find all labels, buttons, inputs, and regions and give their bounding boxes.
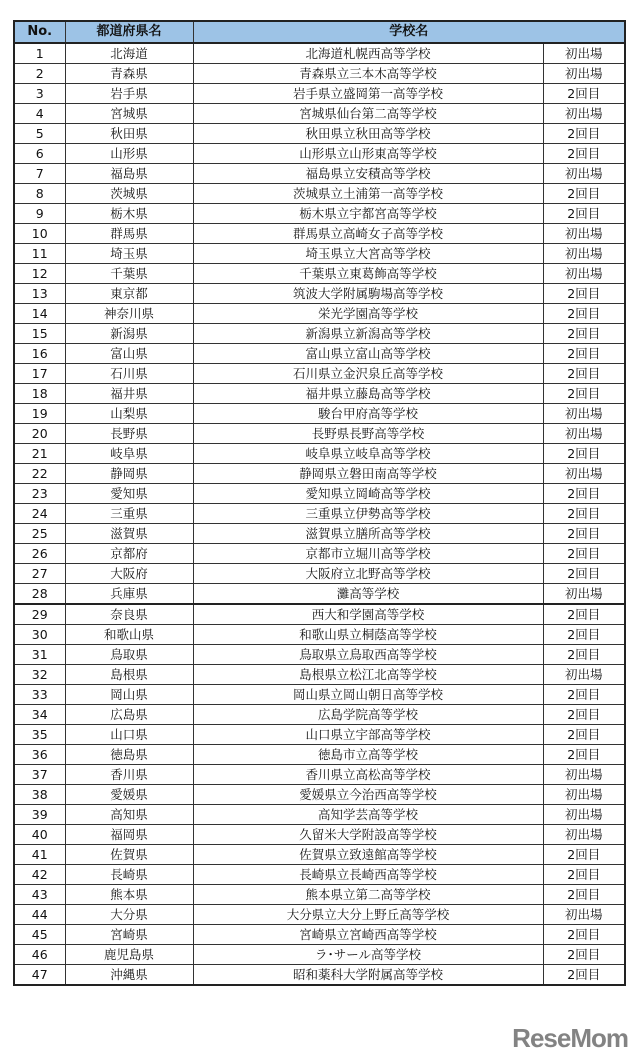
- table-row: [14, 124, 625, 144]
- cell-school: 愛媛県立今治西高等学校: [193, 785, 543, 805]
- cell-prefecture: 大分県: [65, 905, 193, 925]
- table-row: [14, 544, 625, 564]
- table-row: [14, 204, 625, 224]
- cell-status: 2回目: [543, 925, 625, 945]
- cell-status: 初出場: [543, 264, 625, 284]
- cell-prefecture: 鹿児島県: [65, 945, 193, 965]
- table-row: [14, 685, 625, 705]
- cell-status: 初出場: [543, 905, 625, 925]
- cell-status: 2回目: [543, 965, 625, 986]
- cell-school: 富山県立富山高等学校: [193, 344, 543, 364]
- cell-no: 11: [14, 244, 65, 264]
- table-row: [14, 765, 625, 785]
- cell-status: 2回目: [543, 204, 625, 224]
- cell-prefecture: 広島県: [65, 705, 193, 725]
- cell-status: 2回目: [543, 544, 625, 564]
- cell-status: 2回目: [543, 845, 625, 865]
- table-row: [14, 244, 625, 264]
- cell-prefecture: 三重県: [65, 504, 193, 524]
- table-row: [14, 264, 625, 284]
- cell-school: 和歌山県立桐蔭高等学校: [193, 625, 543, 645]
- table-row: [14, 404, 625, 424]
- table-row: [14, 484, 625, 504]
- cell-school: 京都市立堀川高等学校: [193, 544, 543, 564]
- cell-school: 岐阜県立岐阜高等学校: [193, 444, 543, 464]
- cell-no: 10: [14, 224, 65, 244]
- cell-status: 2回目: [543, 384, 625, 404]
- cell-no: 20: [14, 424, 65, 444]
- cell-prefecture: 福井県: [65, 384, 193, 404]
- table-row: [14, 184, 625, 204]
- cell-status: 2回目: [543, 945, 625, 965]
- cell-prefecture: 北海道: [65, 43, 193, 64]
- table-row: [14, 584, 625, 605]
- table-row: [14, 304, 625, 324]
- header-prefecture: 都道府県名: [65, 21, 193, 43]
- cell-school: 栃木県立宇都宮高等学校: [193, 204, 543, 224]
- cell-prefecture: 沖縄県: [65, 965, 193, 986]
- schools-table: [13, 20, 626, 986]
- cell-prefecture: 福岡県: [65, 825, 193, 845]
- cell-school: 新潟県立新潟高等学校: [193, 324, 543, 344]
- table-row: [14, 865, 625, 885]
- cell-school: 香川県立高松高等学校: [193, 765, 543, 785]
- table-row: [14, 43, 625, 64]
- cell-status: 初出場: [543, 825, 625, 845]
- cell-school: 群馬県立高崎女子高等学校: [193, 224, 543, 244]
- cell-status: 2回目: [543, 745, 625, 765]
- cell-school: 鳥取県立鳥取西高等学校: [193, 645, 543, 665]
- cell-no: 3: [14, 84, 65, 104]
- cell-no: 22: [14, 464, 65, 484]
- cell-prefecture: 山口県: [65, 725, 193, 745]
- cell-prefecture: 長野県: [65, 424, 193, 444]
- cell-status: 2回目: [543, 184, 625, 204]
- cell-prefecture: 秋田県: [65, 124, 193, 144]
- cell-no: 21: [14, 444, 65, 464]
- cell-status: 2回目: [543, 284, 625, 304]
- cell-no: 8: [14, 184, 65, 204]
- table-row: [14, 164, 625, 184]
- cell-school: 岡山県立岡山朝日高等学校: [193, 685, 543, 705]
- table-row: [14, 925, 625, 945]
- cell-no: 47: [14, 965, 65, 986]
- cell-no: 17: [14, 364, 65, 384]
- cell-no: 34: [14, 705, 65, 725]
- cell-no: 41: [14, 845, 65, 865]
- table-row: [14, 384, 625, 404]
- cell-no: 9: [14, 204, 65, 224]
- cell-status: 2回目: [543, 564, 625, 584]
- cell-status: 初出場: [543, 785, 625, 805]
- cell-no: 2: [14, 64, 65, 84]
- cell-status: 2回目: [543, 885, 625, 905]
- cell-school: 福井県立藤島高等学校: [193, 384, 543, 404]
- cell-no: 18: [14, 384, 65, 404]
- cell-status: 初出場: [543, 805, 625, 825]
- cell-prefecture: 愛知県: [65, 484, 193, 504]
- cell-no: 14: [14, 304, 65, 324]
- cell-no: 16: [14, 344, 65, 364]
- cell-school: 西大和学園高等学校: [193, 604, 543, 625]
- cell-no: 29: [14, 604, 65, 625]
- table-row: [14, 905, 625, 925]
- cell-prefecture: 岡山県: [65, 685, 193, 705]
- cell-school: 宮崎県立宮崎西高等学校: [193, 925, 543, 945]
- cell-school: 大阪府立北野高等学校: [193, 564, 543, 584]
- cell-no: 44: [14, 905, 65, 925]
- cell-no: 28: [14, 584, 65, 605]
- cell-status: 初出場: [543, 424, 625, 444]
- cell-no: 4: [14, 104, 65, 124]
- cell-prefecture: 高知県: [65, 805, 193, 825]
- cell-school: 筑波大学附属駒場高等学校: [193, 284, 543, 304]
- cell-school: 千葉県立東葛飾高等学校: [193, 264, 543, 284]
- cell-status: 2回目: [543, 625, 625, 645]
- table-row: [14, 444, 625, 464]
- cell-school: 山口県立宇部高等学校: [193, 725, 543, 745]
- cell-prefecture: 栃木県: [65, 204, 193, 224]
- cell-status: 2回目: [543, 484, 625, 504]
- cell-status: 2回目: [543, 725, 625, 745]
- table-row: [14, 845, 625, 865]
- cell-no: 27: [14, 564, 65, 584]
- cell-no: 6: [14, 144, 65, 164]
- cell-status: 2回目: [543, 685, 625, 705]
- cell-no: 24: [14, 504, 65, 524]
- cell-prefecture: 宮城県: [65, 104, 193, 124]
- cell-status: 初出場: [543, 64, 625, 84]
- cell-prefecture: 熊本県: [65, 885, 193, 905]
- table-row: [14, 504, 625, 524]
- cell-no: 32: [14, 665, 65, 685]
- cell-school: 長崎県立長崎西高等学校: [193, 865, 543, 885]
- cell-prefecture: 奈良県: [65, 604, 193, 625]
- table-row: [14, 464, 625, 484]
- table-row: [14, 885, 625, 905]
- cell-status: 2回目: [543, 304, 625, 324]
- cell-prefecture: 鳥取県: [65, 645, 193, 665]
- table-row: [14, 785, 625, 805]
- cell-status: 初出場: [543, 584, 625, 605]
- cell-status: 2回目: [543, 645, 625, 665]
- table-row: [14, 564, 625, 584]
- cell-prefecture: 宮崎県: [65, 925, 193, 945]
- cell-prefecture: 大阪府: [65, 564, 193, 584]
- cell-prefecture: 岩手県: [65, 84, 193, 104]
- table-row: [14, 364, 625, 384]
- cell-prefecture: 群馬県: [65, 224, 193, 244]
- cell-no: 42: [14, 865, 65, 885]
- cell-status: 初出場: [543, 765, 625, 785]
- cell-school: 熊本県立第二高等学校: [193, 885, 543, 905]
- cell-school: 石川県立金沢泉丘高等学校: [193, 364, 543, 384]
- cell-school: 大分県立大分上野丘高等学校: [193, 905, 543, 925]
- table-row: [14, 284, 625, 304]
- cell-no: 33: [14, 685, 65, 705]
- cell-status: 2回目: [543, 865, 625, 885]
- table-row: [14, 424, 625, 444]
- cell-no: 23: [14, 484, 65, 504]
- cell-prefecture: 青森県: [65, 64, 193, 84]
- cell-prefecture: 和歌山県: [65, 625, 193, 645]
- cell-school: 広島学院高等学校: [193, 705, 543, 725]
- table-header-row: [14, 21, 625, 43]
- cell-status: 初出場: [543, 244, 625, 264]
- table-row: [14, 224, 625, 244]
- cell-prefecture: 東京都: [65, 284, 193, 304]
- cell-no: 5: [14, 124, 65, 144]
- table-row: [14, 825, 625, 845]
- cell-no: 38: [14, 785, 65, 805]
- cell-school: 青森県立三本木高等学校: [193, 64, 543, 84]
- cell-status: 2回目: [543, 324, 625, 344]
- cell-school: 昭和薬科大学附属高等学校: [193, 965, 543, 986]
- cell-prefecture: 島根県: [65, 665, 193, 685]
- cell-prefecture: 佐賀県: [65, 845, 193, 865]
- cell-no: 45: [14, 925, 65, 945]
- cell-prefecture: 富山県: [65, 344, 193, 364]
- cell-school: 徳島市立高等学校: [193, 745, 543, 765]
- cell-school: 長野県長野高等学校: [193, 424, 543, 444]
- cell-school: 佐賀県立致遠館高等学校: [193, 845, 543, 865]
- cell-status: 初出場: [543, 665, 625, 685]
- table-row: [14, 625, 625, 645]
- cell-school: 静岡県立磐田南高等学校: [193, 464, 543, 484]
- cell-status: 2回目: [543, 144, 625, 164]
- cell-school: 栄光学園高等学校: [193, 304, 543, 324]
- cell-status: 初出場: [543, 404, 625, 424]
- cell-status: 2回目: [543, 444, 625, 464]
- cell-no: 1: [14, 43, 65, 64]
- header-school: 学校名: [193, 21, 625, 43]
- cell-prefecture: 石川県: [65, 364, 193, 384]
- table-row: [14, 84, 625, 104]
- cell-no: 7: [14, 164, 65, 184]
- cell-school: 駿台甲府高等学校: [193, 404, 543, 424]
- cell-school: 山形県立山形東高等学校: [193, 144, 543, 164]
- table-row: [14, 725, 625, 745]
- cell-no: 43: [14, 885, 65, 905]
- table-row: [14, 705, 625, 725]
- cell-school: 宮城県仙台第二高等学校: [193, 104, 543, 124]
- cell-prefecture: 福島県: [65, 164, 193, 184]
- table-row: [14, 144, 625, 164]
- cell-school: 三重県立伊勢高等学校: [193, 504, 543, 524]
- cell-status: 2回目: [543, 604, 625, 625]
- cell-status: 2回目: [543, 124, 625, 144]
- table-row: [14, 645, 625, 665]
- cell-prefecture: 岐阜県: [65, 444, 193, 464]
- cell-prefecture: 京都府: [65, 544, 193, 564]
- cell-no: 31: [14, 645, 65, 665]
- cell-prefecture: 静岡県: [65, 464, 193, 484]
- table-row: [14, 524, 625, 544]
- cell-school: ラ･サール高等学校: [193, 945, 543, 965]
- cell-status: 初出場: [543, 224, 625, 244]
- cell-status: 2回目: [543, 364, 625, 384]
- cell-no: 19: [14, 404, 65, 424]
- header-no: No.: [14, 21, 65, 43]
- cell-no: 15: [14, 324, 65, 344]
- cell-prefecture: 兵庫県: [65, 584, 193, 605]
- cell-school: 茨城県立土浦第一高等学校: [193, 184, 543, 204]
- table-row: [14, 965, 625, 986]
- table-body: [14, 43, 625, 985]
- cell-school: 埼玉県立大宮高等学校: [193, 244, 543, 264]
- cell-prefecture: 山形県: [65, 144, 193, 164]
- cell-status: 2回目: [543, 524, 625, 544]
- cell-status: 初出場: [543, 43, 625, 64]
- cell-status: 2回目: [543, 84, 625, 104]
- table-row: [14, 945, 625, 965]
- table-row: [14, 344, 625, 364]
- cell-prefecture: 千葉県: [65, 264, 193, 284]
- cell-prefecture: 長崎県: [65, 865, 193, 885]
- cell-no: 25: [14, 524, 65, 544]
- cell-no: 26: [14, 544, 65, 564]
- table-row: [14, 324, 625, 344]
- cell-school: 福島県立安積高等学校: [193, 164, 543, 184]
- cell-prefecture: 新潟県: [65, 324, 193, 344]
- cell-school: 高知学芸高等学校: [193, 805, 543, 825]
- cell-status: 初出場: [543, 104, 625, 124]
- table-row: [14, 64, 625, 84]
- cell-prefecture: 香川県: [65, 765, 193, 785]
- cell-no: 12: [14, 264, 65, 284]
- cell-no: 46: [14, 945, 65, 965]
- cell-status: 2回目: [543, 705, 625, 725]
- cell-no: 30: [14, 625, 65, 645]
- cell-no: 39: [14, 805, 65, 825]
- cell-school: 愛知県立岡崎高等学校: [193, 484, 543, 504]
- resemom-watermark-logo: ReseMom: [512, 1023, 628, 1053]
- cell-school: 滋賀県立膳所高等学校: [193, 524, 543, 544]
- table-row: [14, 604, 625, 625]
- cell-prefecture: 愛媛県: [65, 785, 193, 805]
- cell-school: 久留米大学附設高等学校: [193, 825, 543, 845]
- table-row: [14, 104, 625, 124]
- cell-prefecture: 徳島県: [65, 745, 193, 765]
- cell-status: 初出場: [543, 464, 625, 484]
- cell-prefecture: 神奈川県: [65, 304, 193, 324]
- cell-prefecture: 山梨県: [65, 404, 193, 424]
- cell-prefecture: 埼玉県: [65, 244, 193, 264]
- cell-no: 40: [14, 825, 65, 845]
- cell-no: 36: [14, 745, 65, 765]
- cell-status: 初出場: [543, 164, 625, 184]
- table-row: [14, 665, 625, 685]
- cell-no: 35: [14, 725, 65, 745]
- table-row: [14, 805, 625, 825]
- cell-no: 13: [14, 284, 65, 304]
- cell-no: 37: [14, 765, 65, 785]
- cell-school: 島根県立松江北高等学校: [193, 665, 543, 685]
- cell-school: 秋田県立秋田高等学校: [193, 124, 543, 144]
- cell-school: 岩手県立盛岡第一高等学校: [193, 84, 543, 104]
- cell-prefecture: 茨城県: [65, 184, 193, 204]
- cell-status: 2回目: [543, 344, 625, 364]
- cell-prefecture: 滋賀県: [65, 524, 193, 544]
- cell-school: 灘高等学校: [193, 584, 543, 605]
- cell-school: 北海道札幌西高等学校: [193, 43, 543, 64]
- table-row: [14, 745, 625, 765]
- cell-status: 2回目: [543, 504, 625, 524]
